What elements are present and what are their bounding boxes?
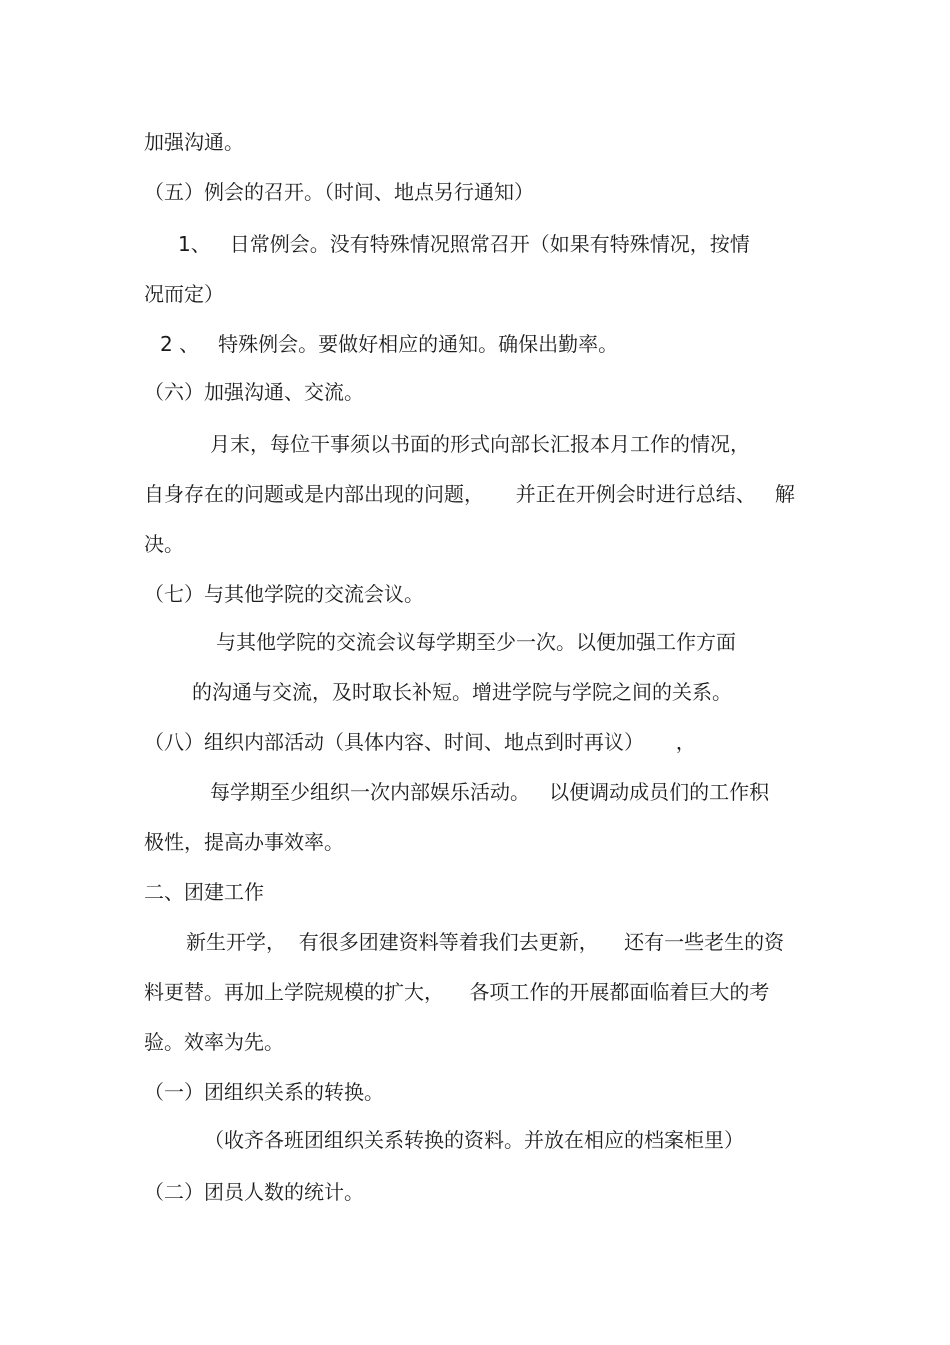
text-line-11: 与其他学院的交流会议每学期至少一次。以便加强工作方面 [216,630,736,654]
text-line-21: （收齐各班团组织关系转换的资料。并放在相应的档案柜里） [204,1128,744,1152]
text-line-9: 决。 [144,532,184,556]
heading-two-statistics: （二）团员人数的统计。 [144,1180,364,1204]
text-line-17: 新生开学， 有很多团建资料等着我们去更新， 还有一些老生的资 [186,930,785,954]
text-line-14: 每学期至少组织一次内部娱乐活动。 以便调动成员们的工作积 [210,780,770,804]
text-line-15: 极性，提高办事效率。 [144,830,344,854]
text-line-3: 1、 日常例会。没有特殊情况照常召开（如果有特殊情况，按情 [178,232,750,256]
heading-seven-exchange: （七）与其他学院的交流会议。 [144,582,424,606]
heading-six-communication: （六）加强沟通、交流。 [144,380,364,404]
text-line-1: 加强沟通。 [144,130,244,154]
text-line-5: 2 、 特殊例会。要做好相应的通知。确保出勤率。 [160,332,619,356]
heading-one-transfer: （一）团组织关系的转换。 [144,1080,384,1104]
text-line-18: 料更替。再加上学院规模的扩大， 各项工作的开展都面临着巨大的考 [144,980,770,1004]
text-line-4: 况而定） [144,282,224,306]
section-heading-league: 二、团建工作 [144,880,264,904]
heading-five-meetings: （五）例会的召开。（时间、地点另行通知） [144,180,534,204]
text-line-19: 验。效率为先。 [144,1030,284,1054]
text-line-12: 的沟通与交流，及时取长补短。增进学院与学院之间的关系。 [192,680,732,704]
text-line-7: 月末，每位干事须以书面的形式向部长汇报本月工作的情况， [210,432,750,456]
text-line-8: 自身存在的问题或是内部出现的问题， 并正在开例会时进行总结、 解 [144,482,795,506]
heading-eight-activities: （八）组织内部活动（具体内容、时间、地点到时再议） ， [144,730,696,754]
